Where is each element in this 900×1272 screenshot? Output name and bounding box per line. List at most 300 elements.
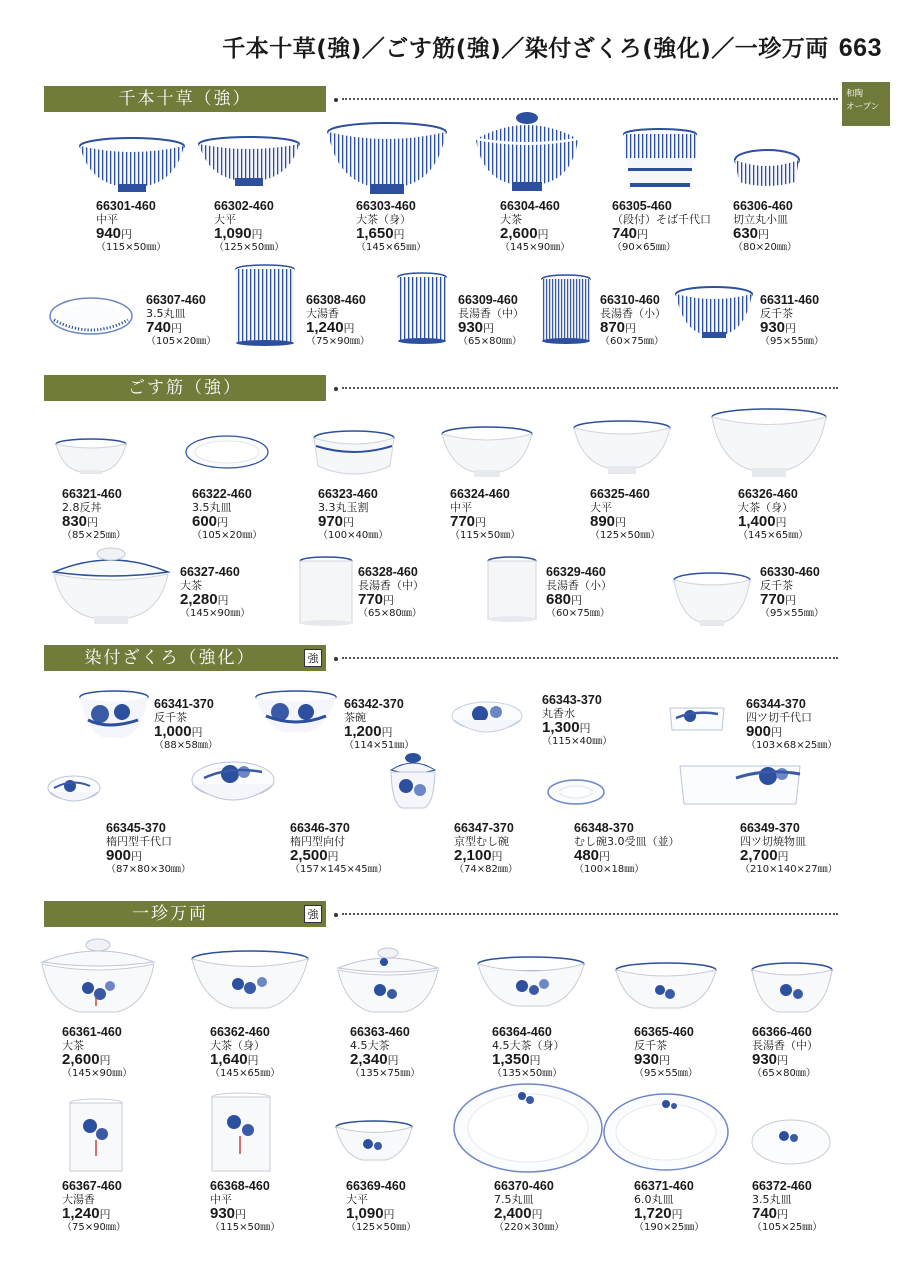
product-66371-460[interactable] (634, 1180, 704, 1234)
product-size: （103×68×25㎜） (746, 740, 838, 751)
pomegranate-dish-image (666, 704, 728, 736)
product-code: 66330-460 (760, 565, 820, 579)
product-price: 900 (106, 847, 132, 864)
product-size: （145×90㎜） (180, 608, 251, 619)
product-name: 3.5丸皿 (192, 501, 232, 514)
product-price: 930 (210, 1205, 236, 1222)
product-price: 1,400 (738, 513, 776, 530)
tall-cup-image (396, 272, 448, 344)
strength-badge: 強 (304, 649, 322, 667)
product-code: 66348-370 (574, 821, 634, 835)
product-size: （115×50㎜） (450, 530, 521, 541)
product-price: 830 (62, 513, 88, 530)
product-66327-460[interactable] (180, 566, 250, 620)
product-price: 1,090 (214, 225, 252, 242)
product-66369-460[interactable] (346, 1180, 416, 1234)
product-price: 900 (746, 723, 772, 740)
product-66323-460[interactable] (318, 488, 388, 542)
product-name: 3.3丸玉割 (318, 501, 369, 514)
product-name: 四ツ切焼物皿 (740, 835, 806, 848)
section-header-icchin (44, 901, 326, 927)
product-size: （115×40㎜） (542, 736, 613, 747)
product-name: 大湯香 (62, 1193, 95, 1206)
yen-unit: 円 (383, 594, 395, 607)
product-price: 940 (96, 225, 122, 242)
product-66363-460[interactable] (350, 1026, 420, 1080)
pomegranate-steamer-image (388, 748, 438, 814)
section-title: 千本十草（強） (118, 89, 252, 109)
yen-unit: 円 (383, 1208, 395, 1221)
product-code: 66302-460 (214, 199, 274, 213)
yen-unit: 円 (599, 850, 611, 863)
product-size: （75×90㎜） (306, 336, 370, 347)
product-name: 反千茶 (760, 579, 793, 592)
product-price: 1,640 (210, 1051, 248, 1068)
yen-unit: 円 (251, 228, 263, 241)
yen-unit: 円 (327, 850, 339, 863)
product-name: 大平 (346, 1193, 368, 1206)
product-size: （125×50㎜） (214, 242, 285, 253)
product-code: 66346-370 (290, 821, 350, 835)
section-title: 一珍万両 (132, 904, 208, 924)
product-66303-460[interactable] (356, 200, 426, 254)
side-index-tab[interactable] (842, 82, 890, 126)
section-rule-dot (334, 657, 338, 661)
product-price: 930 (752, 1051, 778, 1068)
yen-unit: 円 (615, 516, 627, 529)
product-code: 66347-370 (454, 821, 514, 835)
product-size: （60×75㎜） (546, 608, 610, 619)
product-price: 1,240 (306, 319, 344, 336)
product-name: 7.5丸皿 (494, 1193, 534, 1206)
product-code: 66308-460 (306, 293, 366, 307)
product-size: （145×65㎜） (738, 530, 809, 541)
product-price: 740 (612, 225, 638, 242)
product-size: （95×55㎜） (760, 336, 824, 347)
yen-unit: 円 (777, 1208, 789, 1221)
bowl-image (672, 572, 752, 630)
section-rule-dot (334, 387, 338, 391)
section-title: 染付ざくろ（強化） (84, 648, 256, 668)
berry-plate-image (452, 1082, 604, 1178)
product-name: 大茶 (62, 1039, 84, 1052)
product-66366-460[interactable] (752, 1026, 818, 1080)
product-name: 反千茶 (760, 307, 793, 320)
berry-lidded-bowl-image (38, 936, 158, 1024)
yen-unit: 円 (579, 722, 591, 735)
product-name: 3.5丸皿 (146, 307, 186, 320)
product-size: （210×140×27㎜） (740, 864, 838, 875)
product-code: 66363-460 (350, 1025, 410, 1039)
product-size: （220×30㎜） (494, 1222, 565, 1233)
product-66365-460[interactable] (634, 1026, 698, 1080)
product-price: 1,350 (492, 1051, 530, 1068)
product-66328-460[interactable] (358, 566, 424, 620)
tall-cup-image (486, 556, 538, 624)
small-plate-image (733, 148, 801, 190)
product-price: 770 (760, 591, 786, 608)
yen-unit: 円 (775, 516, 787, 529)
strength-badge: 強 (304, 905, 322, 923)
product-size: （125×50㎜） (590, 530, 661, 541)
product-size: （115×50㎜） (96, 242, 167, 253)
product-66305-460[interactable] (612, 200, 711, 254)
section-rule-dot (334, 98, 338, 102)
bowl-image (78, 136, 186, 196)
product-code: 66365-460 (634, 1025, 694, 1039)
product-code: 66304-460 (500, 199, 560, 213)
tall-cup-image (540, 274, 592, 344)
product-code: 66322-460 (192, 487, 252, 501)
yen-unit: 円 (475, 516, 487, 529)
yen-unit: 円 (537, 228, 549, 241)
product-66364-460[interactable] (492, 1026, 565, 1080)
yen-unit: 円 (758, 228, 770, 241)
berry-plate-image (750, 1118, 832, 1168)
tall-cup-image (234, 264, 296, 346)
product-price: 480 (574, 847, 600, 864)
yen-unit: 円 (785, 322, 797, 335)
bowl-image (710, 408, 828, 480)
product-code: 66310-460 (600, 293, 660, 307)
yen-unit: 円 (671, 1208, 683, 1221)
berry-lidded-bowl-image (334, 944, 442, 1022)
product-price: 1,240 (62, 1205, 100, 1222)
product-size: （95×55㎜） (760, 608, 824, 619)
product-size: （190×25㎜） (634, 1222, 705, 1233)
product-size: （100×18㎜） (574, 864, 645, 875)
product-name: 大茶 (180, 579, 202, 592)
product-price: 2,600 (62, 1051, 100, 1068)
product-size: （157×145×45㎜） (290, 864, 388, 875)
product-name: 4.5大茶（身） (492, 1039, 565, 1052)
yen-unit: 円 (771, 726, 783, 739)
product-66343-370[interactable] (542, 694, 612, 748)
product-name: 長湯香（小） (600, 307, 666, 320)
yen-unit: 円 (99, 1054, 111, 1067)
product-code: 66303-460 (356, 199, 416, 213)
product-name: 大平 (590, 501, 612, 514)
yen-unit: 円 (625, 322, 637, 335)
product-66361-460[interactable] (62, 1026, 132, 1080)
product-size: （105×20㎜） (146, 336, 217, 347)
product-name: 6.0丸皿 (634, 1193, 674, 1206)
pomegranate-dish-image (46, 774, 102, 810)
lidded-bowl-image (50, 546, 172, 628)
product-66310-460[interactable] (600, 294, 666, 348)
cup-image (622, 128, 698, 192)
product-price: 770 (358, 591, 384, 608)
product-size: （88×58㎜） (154, 740, 218, 751)
product-66367-460[interactable] (62, 1180, 126, 1234)
product-66372-460[interactable] (752, 1180, 822, 1234)
product-66341-370[interactable] (154, 698, 218, 752)
product-code: 66372-460 (752, 1179, 812, 1193)
product-code: 66342-370 (344, 697, 404, 711)
product-size: （145×90㎜） (500, 242, 571, 253)
product-code: 66326-460 (738, 487, 798, 501)
berry-tall-cup-image (210, 1092, 272, 1176)
section-rule (342, 657, 838, 659)
product-name: 大茶（身） (738, 501, 793, 514)
product-code: 66343-370 (542, 693, 602, 707)
product-code: 66371-460 (634, 1179, 694, 1193)
product-code: 66323-460 (318, 487, 378, 501)
berry-tall-cup-image (68, 1098, 124, 1176)
berry-bowl-image (476, 956, 586, 1016)
product-price: 2,340 (350, 1051, 388, 1068)
product-code: 66307-460 (146, 293, 206, 307)
section-header-gosu (44, 375, 326, 401)
bowl-image (674, 286, 754, 342)
product-name: 切立丸小皿 (733, 213, 788, 226)
product-code: 66345-370 (106, 821, 166, 835)
yen-unit: 円 (247, 1054, 259, 1067)
product-size: （115×50㎜） (210, 1222, 281, 1233)
product-code: 66329-460 (546, 565, 606, 579)
product-price: 2,100 (454, 847, 492, 864)
product-price: 1,200 (344, 723, 382, 740)
product-size: （100×40㎜） (318, 530, 389, 541)
yen-unit: 円 (171, 322, 183, 335)
section-rule (342, 387, 838, 389)
page-title (222, 30, 882, 63)
product-66302-460[interactable] (214, 200, 284, 254)
product-code: 66362-460 (210, 1025, 270, 1039)
yen-unit: 円 (529, 1054, 541, 1067)
product-code: 66328-460 (358, 565, 418, 579)
product-66324-460[interactable] (450, 488, 520, 542)
yen-unit: 円 (785, 594, 797, 607)
product-name: 丸香水 (542, 707, 575, 720)
product-price: 600 (192, 513, 218, 530)
bowl-image (440, 426, 534, 482)
product-price: 930 (634, 1051, 660, 1068)
product-66362-460[interactable] (210, 1026, 280, 1080)
pomegranate-bowl-image (78, 690, 150, 746)
product-66342-370[interactable] (344, 698, 414, 752)
product-size: （65×80㎜） (458, 336, 522, 347)
product-66346-370[interactable] (290, 822, 388, 876)
page-number: 663 (838, 34, 882, 62)
product-price: 870 (600, 319, 626, 336)
bowl-image (572, 420, 672, 478)
product-size: （65×80㎜） (358, 608, 422, 619)
product-66321-460[interactable] (62, 488, 126, 542)
product-66344-370[interactable] (746, 698, 837, 752)
pomegranate-bowl-image (254, 690, 338, 740)
product-66329-460[interactable] (546, 566, 612, 620)
yen-unit: 円 (217, 516, 229, 529)
product-size: （125×50㎜） (346, 1222, 417, 1233)
side-tab-line2: オープン (846, 102, 880, 112)
product-price: 930 (760, 319, 786, 336)
product-size: （65×80㎜） (752, 1068, 816, 1079)
product-price: 680 (546, 591, 572, 608)
product-66368-460[interactable] (210, 1180, 280, 1234)
round-plate-image (48, 296, 134, 340)
product-name: 2.8反丼 (62, 501, 102, 514)
product-size: （74×82㎜） (454, 864, 518, 875)
product-price: 2,400 (494, 1205, 532, 1222)
product-size: （135×75㎜） (350, 1068, 421, 1079)
bowl-image (326, 122, 448, 198)
pomegranate-tray-image (676, 762, 804, 810)
yen-unit: 円 (217, 594, 229, 607)
product-price: 2,700 (740, 847, 778, 864)
product-price: 2,280 (180, 591, 218, 608)
product-name: 大茶（身） (356, 213, 411, 226)
product-code: 66327-460 (180, 565, 240, 579)
berry-bowl-image (614, 962, 718, 1018)
yen-unit: 円 (235, 1208, 247, 1221)
saucer-image (546, 778, 606, 810)
product-size: （114×51㎜） (344, 740, 415, 751)
product-name: 反千茶 (154, 711, 187, 724)
product-price: 930 (458, 319, 484, 336)
product-66304-460[interactable] (500, 200, 570, 254)
product-66308-460[interactable] (306, 294, 370, 348)
product-name: （段付）そば千代口 (612, 213, 711, 226)
product-name: 大茶（身） (210, 1039, 265, 1052)
section-header-zakuro (44, 645, 326, 671)
yen-unit: 円 (531, 1208, 543, 1221)
product-66311-460[interactable] (760, 294, 824, 348)
section-rule-dot (334, 913, 338, 917)
product-price: 630 (733, 225, 759, 242)
product-name: 長湯香（中） (458, 307, 524, 320)
yen-unit: 円 (87, 516, 99, 529)
product-66330-460[interactable] (760, 566, 824, 620)
side-tab-line1: 和陶 (846, 89, 864, 99)
berry-bowl-image (334, 1120, 414, 1168)
berry-bowl-image (750, 962, 834, 1020)
product-code: 66341-370 (154, 697, 214, 711)
product-66349-370[interactable] (740, 822, 838, 876)
product-size: （145×65㎜） (356, 242, 427, 253)
pomegranate-dish-image (190, 758, 276, 818)
product-size: （145×65㎜） (210, 1068, 281, 1079)
yen-unit: 円 (387, 1054, 399, 1067)
product-66348-370[interactable] (574, 822, 680, 876)
product-name: 四ツ切千代口 (746, 711, 812, 724)
product-66309-460[interactable] (458, 294, 524, 348)
yen-unit: 円 (343, 322, 355, 335)
bowl-image (54, 438, 128, 478)
product-code: 66349-370 (740, 821, 800, 835)
yen-unit: 円 (659, 1054, 671, 1067)
lidded-bowl-image (472, 108, 582, 196)
product-name: 長湯香（中） (752, 1039, 818, 1052)
product-66306-460[interactable] (733, 200, 797, 254)
yen-unit: 円 (637, 228, 649, 241)
yen-unit: 円 (381, 726, 393, 739)
product-66326-460[interactable] (738, 488, 808, 542)
product-66322-460[interactable] (192, 488, 262, 542)
product-price: 2,500 (290, 847, 328, 864)
product-name: 中平 (450, 501, 472, 514)
yen-unit: 円 (131, 850, 143, 863)
product-size: （85×25㎜） (62, 530, 126, 541)
product-name: 4.5大茶 (350, 1039, 390, 1052)
product-66347-370[interactable] (454, 822, 518, 876)
berry-bowl-image (190, 950, 310, 1018)
product-name: むし碗3.0受皿（並） (574, 835, 680, 848)
product-name: 中平 (96, 213, 118, 226)
page-title-text: 千本十草(強)／ごす筋(強)／染付ざくろ(強化)／一珍万両 (222, 36, 829, 62)
yen-unit: 円 (393, 228, 405, 241)
product-code: 66370-460 (494, 1179, 554, 1193)
yen-unit: 円 (571, 594, 583, 607)
product-price: 1,300 (542, 719, 580, 736)
product-size: （145×90㎜） (62, 1068, 133, 1079)
product-size: （87×80×30㎜） (106, 864, 191, 875)
product-66301-460[interactable] (96, 200, 166, 254)
product-size: （105×20㎜） (192, 530, 263, 541)
product-name: 長湯香（小） (546, 579, 612, 592)
product-code: 66369-460 (346, 1179, 406, 1193)
yen-unit: 円 (99, 1208, 111, 1221)
product-price: 1,720 (634, 1205, 672, 1222)
product-name: 中平 (210, 1193, 232, 1206)
product-name: 長湯香（中） (358, 579, 424, 592)
product-code: 66368-460 (210, 1179, 270, 1193)
product-code: 66301-460 (96, 199, 156, 213)
product-code: 66321-460 (62, 487, 122, 501)
product-code: 66311-460 (760, 293, 820, 307)
product-price: 890 (590, 513, 616, 530)
product-code: 66364-460 (492, 1025, 552, 1039)
product-name: 楕円型千代口 (106, 835, 172, 848)
berry-plate-image (602, 1092, 730, 1174)
product-price: 1,090 (346, 1205, 384, 1222)
yen-unit: 円 (777, 850, 789, 863)
product-price: 770 (450, 513, 476, 530)
round-plate-image (184, 434, 270, 476)
tall-cup-image (298, 556, 354, 628)
product-name: 大湯香 (306, 307, 339, 320)
product-code: 66361-460 (62, 1025, 122, 1039)
product-name: 3.5丸皿 (752, 1193, 792, 1206)
product-size: （90×65㎜） (612, 242, 676, 253)
yen-unit: 円 (491, 850, 503, 863)
pomegranate-bowl-image (450, 698, 524, 746)
product-66325-460[interactable] (590, 488, 660, 542)
product-code: 66305-460 (612, 199, 672, 213)
yen-unit: 円 (483, 322, 495, 335)
product-name: 反千茶 (634, 1039, 667, 1052)
product-size: （60×75㎜） (600, 336, 664, 347)
product-code: 66324-460 (450, 487, 510, 501)
product-66307-460[interactable] (146, 294, 216, 348)
yen-unit: 円 (191, 726, 203, 739)
product-price: 1,650 (356, 225, 394, 242)
product-name: 茶碗 (344, 711, 366, 724)
yen-unit: 円 (121, 228, 133, 241)
product-size: （75×90㎜） (62, 1222, 126, 1233)
bowl-image (197, 136, 301, 190)
product-66370-460[interactable] (494, 1180, 564, 1234)
product-name: 大茶 (500, 213, 522, 226)
section-header-senbon (44, 86, 326, 112)
bowl-image (312, 430, 396, 482)
product-code: 66325-460 (590, 487, 650, 501)
product-66345-370[interactable] (106, 822, 191, 876)
product-price: 740 (752, 1205, 778, 1222)
yen-unit: 円 (343, 516, 355, 529)
section-title: ごす筋（強） (128, 378, 242, 398)
product-code: 66366-460 (752, 1025, 812, 1039)
